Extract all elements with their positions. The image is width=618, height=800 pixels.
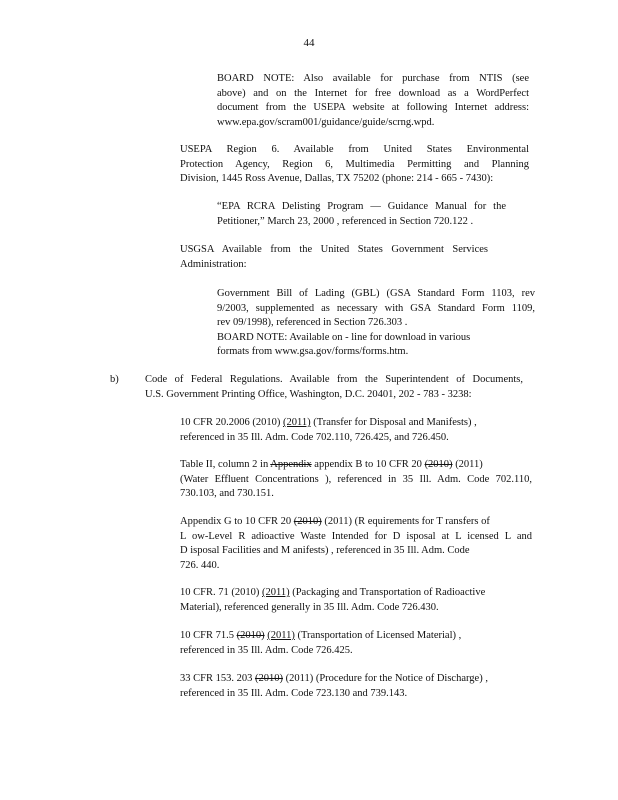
- text-line: 730.103, and 730.151.: [180, 488, 274, 500]
- text-segment: (2011) (R equirements for T ransfers of: [321, 516, 490, 527]
- page-number: 44: [303, 37, 315, 49]
- text-segment: 33 CFR 153. 203: [180, 673, 255, 684]
- deleted-text: Appendix: [270, 459, 312, 470]
- text-line: Administration:: [180, 258, 247, 270]
- inserted-text: (2011): [267, 630, 295, 641]
- text-line: www.epa.gov/scram001/guidance/guide/scrng.wpd.: [217, 116, 435, 128]
- text-segment: Table II, column 2 in: [180, 459, 271, 470]
- text-segment: appendix B to 10 CFR 20: [311, 459, 425, 470]
- text-line: [180, 586, 520, 601]
- text-line: BOARD NOTE: Available on - line for download in various: [217, 331, 471, 343]
- text-line: USEPA Region 6. Available from United States Environmental: [180, 144, 529, 155]
- text-line: [180, 629, 500, 644]
- text-line: BOARD NOTE: Also available for purchase from NTIS (see: [217, 73, 529, 84]
- text-segment: 10 CFR 71.5: [180, 630, 237, 641]
- text-line: document from the USEPA website at following Internet address:: [217, 102, 529, 114]
- text-line: referenced in 35 Ill. Adm. Code 723.130 and 739.143.: [180, 687, 408, 699]
- deleted-text: (2010): [254, 673, 283, 684]
- cfr-153-203-reference: [180, 672, 525, 701]
- text-segment: (2011): [452, 459, 483, 470]
- deleted-text: (2010): [236, 630, 265, 641]
- text-line: formats from www.gsa.gov/forms/forms.htm.: [217, 346, 409, 358]
- text-segment: (Transfer for Disposal and Manifests) ,: [310, 417, 477, 428]
- cfr-intro: [145, 373, 523, 402]
- text-segment: 10 CFR. 71 (2010): [180, 587, 262, 598]
- text-line: [180, 416, 517, 431]
- board-note-epa-website: [217, 72, 529, 130]
- text-line: Protection Agency, Region 6, Multimedia Permitting and Planning: [180, 158, 529, 170]
- inserted-text: (2011): [282, 417, 311, 428]
- text-line: Government Bill of Lading (GBL) (GSA Standard Form 1103, rev: [217, 288, 535, 299]
- gbl-reference: [217, 287, 535, 360]
- text-line: D isposal Facilities and M anifests) , referenced in 35 Ill. Adm. Code: [180, 545, 470, 557]
- text-line: Material), referenced generally in 35 Ill. Adm. Code 726.430.: [180, 601, 439, 613]
- text-line: (Water Effluent Concentrations ), referenced in 35 Ill. Adm. Code 702.110,: [180, 473, 532, 485]
- cfr-20-2006-reference: [180, 416, 517, 445]
- text-segment: (Transportation of Licensed Material) ,: [294, 630, 462, 641]
- text-line: Code of Federal Regulations. Available from the Superintendent of Documents,: [145, 374, 523, 385]
- usgsa-entry: [180, 243, 488, 272]
- deleted-text: (2010): [293, 516, 322, 527]
- deleted-text: (2010): [424, 459, 453, 470]
- text-line: U.S. Government Printing Office, Washington, D.C. 20401, 202 - 783 - 3238:: [145, 388, 472, 400]
- cfr-71-5-reference: [180, 629, 500, 658]
- text-segment: (Packaging and Transportation of Radioactive: [289, 587, 486, 598]
- text-line: above) and on the Internet for free download as a WordPerfect: [217, 87, 529, 99]
- usepa-region6-entry: [180, 143, 529, 187]
- text-line: 9/2003, supplemented as necessary with GSA Standard Form 1109,: [217, 302, 535, 314]
- appendix-g-reference: [180, 515, 532, 573]
- text-line: Division, 1445 Ross Avenue, Dallas, TX 75202 (phone: 214 - 665 - 7430):: [180, 173, 494, 185]
- text-line: [180, 672, 525, 687]
- text-line: Petitioner,” March 23, 2000 , referenced in Section 720.122 .: [217, 215, 474, 227]
- text-line: [180, 458, 532, 473]
- text-line: rev 09/1998), referenced in Section 726.303 .: [217, 317, 408, 329]
- subsection-label: b): [110, 374, 119, 385]
- table-ii-reference: [180, 458, 532, 502]
- text-line: 726. 440.: [180, 559, 220, 571]
- text-line: “EPA RCRA Delisting Program — Guidance Manual for the: [217, 201, 506, 212]
- text-segment: Appendix G to 10 CFR 20: [180, 516, 294, 527]
- text-segment: (2011) (Procedure for the Notice of Discharge) ,: [282, 673, 488, 684]
- text-line: L ow-Level R adioactive Waste Intended for D isposal at L icensed L and: [180, 530, 532, 542]
- cfr-71-reference: [180, 586, 520, 615]
- text-line: referenced in 35 Ill. Adm. Code 726.425.: [180, 644, 353, 656]
- text-line: USGSA Available from the United States Government Services: [180, 244, 488, 255]
- text-line: [180, 515, 532, 530]
- rcra-delisting-reference: [217, 200, 506, 229]
- inserted-text: (2011): [261, 587, 290, 598]
- text-segment: 10 CFR 20.2006 (2010): [180, 417, 283, 428]
- text-line: referenced in 35 Ill. Adm. Code 702.110, 726.425, and 726.450.: [180, 431, 449, 443]
